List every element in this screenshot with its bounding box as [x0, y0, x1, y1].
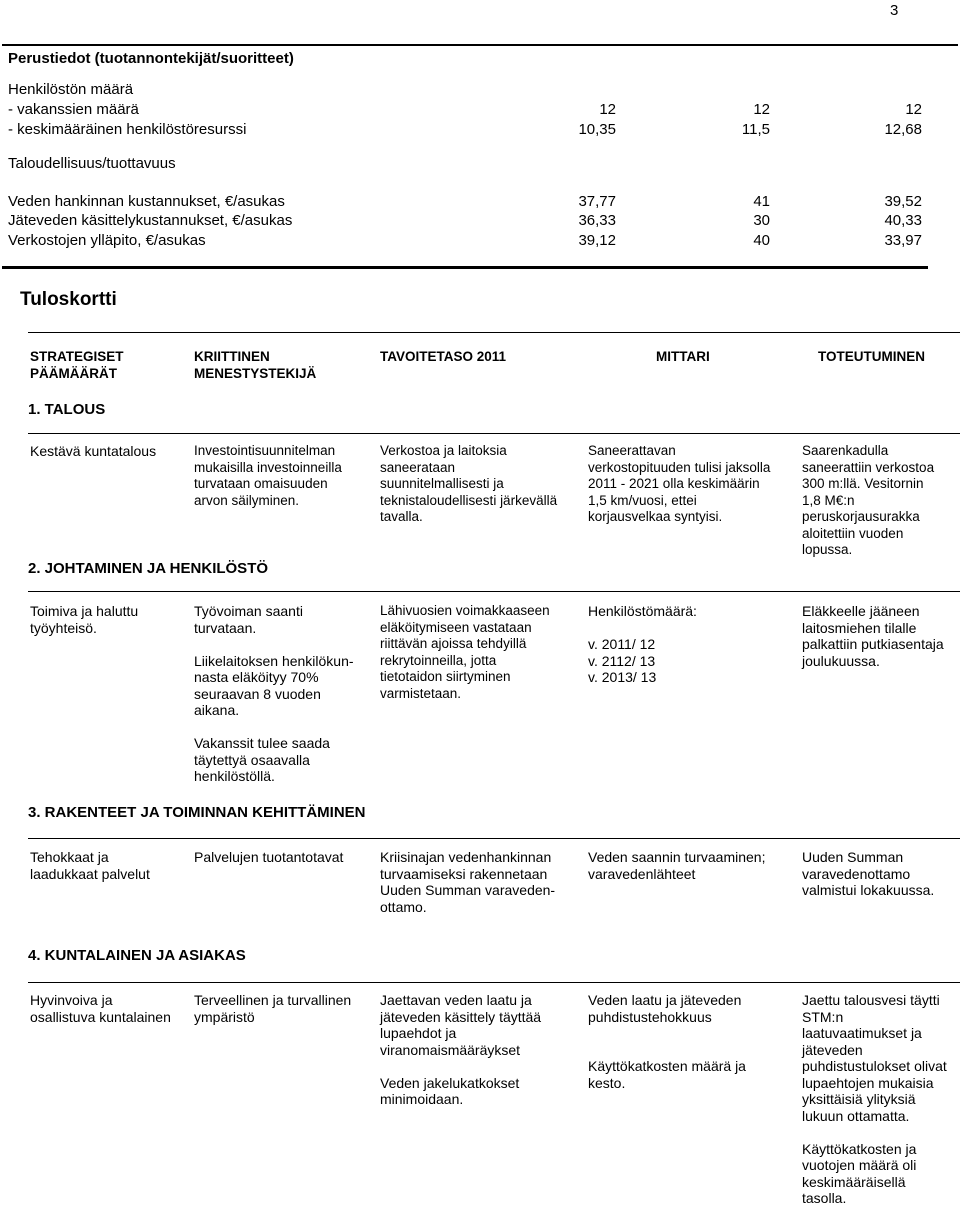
value-col3: 39,52: [884, 193, 922, 210]
staff-heading: Henkilöstön määrä: [8, 81, 134, 98]
cell-target-level: Jaettavan veden laatu ja jäteveden käsittely täyttää lupaehdot ja viranomaismääräykset Veden jakelukatkokset minimoidaan.: [380, 992, 542, 1107]
row-label: Jäteveden käsittelykustannukset, €/asukas: [8, 212, 293, 229]
value-col1: 39,12: [578, 232, 616, 249]
section-rule-4: [28, 982, 960, 983]
row-label: - vakanssien määrä: [8, 101, 139, 118]
row-label: Verkostojen ylläpito, €/asukas: [8, 232, 206, 249]
cell-critical-factor: Terveellinen ja turvallinen ympäristö: [194, 992, 352, 1025]
cell-strategic-goal: Kestävä kuntatalous: [30, 443, 157, 459]
header-realization: TOTEUTUMINEN: [818, 349, 925, 364]
row-label: - keskimääräinen henkilöstöresurssi: [8, 121, 247, 138]
cell-critical-factor: Investointisuunnitelman mukaisilla investoinneilla turvataan omaisuuden arvon säilyminen.: [194, 443, 342, 508]
page-number: 3: [890, 2, 899, 19]
value-col1: 37,77: [578, 193, 616, 210]
section-rule-2: [28, 591, 960, 592]
section-title-kuntalainen: 4. KUNTALAINEN JA ASIAKAS: [28, 947, 246, 964]
cell-critical-factor: Palvelujen tuotantotavat: [194, 849, 344, 865]
cell-critical-factor: Työvoiman saanti turvataan. Liikelaitoksen henkilökun- nasta eläköityy 70% seuraavan 8 vuoden aikana. Vakanssit tulee saada täytettyä osaavalla henkilöstöllä.: [194, 603, 354, 784]
value-col2: 40: [753, 232, 770, 249]
section-rule: [2, 266, 928, 269]
value-col3: 40,33: [884, 212, 922, 229]
cell-strategic-goal: Hyvinvoiva ja osallistuva kuntalainen: [30, 992, 171, 1025]
cell-target-level: Verkostoa ja laitoksia saneerataan suunnitelmallisesti ja teknistaloudellisesti järkevällä tavalla.: [380, 443, 558, 524]
cell-realization: Uuden Summan varavedenottamo valmistui lokakuussa.: [802, 849, 935, 898]
header-critical-factor: KRIITTINEN MENESTYSTEKIJÄ: [194, 349, 317, 381]
cell-target-level: Lähivuosien voimakkaaseen eläköitymiseen vastataan riittävän ajoissa tehdyillä rekrytoinneilla, jotta tietotaidon siirtyminen varmistetaan.: [380, 603, 550, 701]
economy-heading: Taloudellisuus/tuottavuus: [8, 155, 176, 172]
header-strategic-goals: STRATEGISET PÄÄMÄÄRÄT: [30, 349, 124, 381]
value-col3: 12: [905, 101, 922, 118]
cell-metric: Veden laatu ja jäteveden puhdistustehokkuus Käyttökatkosten määrä ja kesto.: [588, 992, 746, 1091]
value-col2: 12: [753, 101, 770, 118]
section-rule-3: [28, 838, 960, 839]
cell-realization: Jaettu talousvesi täytti STM:n laatuvaatimukset ja jäteveden puhdistustulokset olivat lupaehtojen mukaisia yksittäisiä ylityksiä lukuun ottamatta. Käyttökatkosten ja vuotojen määrä oli keskimääräisellä tasolla.: [802, 992, 947, 1206]
section-title-talous: 1. TALOUS: [28, 401, 106, 418]
value-col2: 41: [753, 193, 770, 210]
cell-strategic-goal: Toimiva ja haluttu työyhteisö.: [30, 603, 139, 636]
cell-strategic-goal: Tehokkaat ja laadukkaat palvelut: [30, 849, 150, 882]
value-col2: 11,5: [741, 121, 770, 138]
basic-info-title: Perustiedot (tuotannontekijät/suoritteet): [8, 50, 294, 67]
header-target-level: TAVOITETASO 2011: [380, 349, 507, 364]
value-col1: 10,35: [578, 121, 616, 138]
scorecard-title: Tuloskortti: [20, 289, 117, 310]
cell-metric: Veden saannin turvaaminen; varavedenlähteet: [588, 849, 766, 882]
header-top-rule: [28, 332, 960, 333]
cell-realization: Saarenkadulla saneerattiin verkostoa 300 m:llä. Vesitornin 1,8 M€:n peruskorjausurakka aloitettiin vuoden lopussa.: [802, 443, 935, 557]
cell-metric: Saneerattavan verkostopituuden tulisi jaksolla 2011 - 2021 olla keskimäärin 1,5 km/vuosi, ettei korjausvelkaa syntyisi.: [588, 443, 771, 524]
value-col1: 12: [599, 101, 616, 118]
header-metric: MITTARI: [656, 349, 710, 364]
value-col2: 30: [753, 212, 770, 229]
cell-realization: Eläkkeelle jääneen laitosmiehen tilalle palkattiin putkiasentaja joulukuussa.: [802, 603, 944, 669]
value-col3: 12,68: [884, 121, 922, 138]
section-rule-1: [28, 433, 960, 434]
value-col1: 36,33: [578, 212, 616, 229]
section-title-johtaminen: 2. JOHTAMINEN JA HENKILÖSTÖ: [28, 560, 269, 577]
cell-metric: Henkilöstömäärä: v. 2011/ 12 v. 2112/ 13 v. 2013/ 13: [588, 603, 697, 685]
row-label: Veden hankinnan kustannukset, €/asukas: [8, 193, 285, 210]
value-col3: 33,97: [884, 232, 922, 249]
section-title-rakenteet: 3. RAKENTEET JA TOIMINNAN KEHITTÄMINEN: [28, 804, 366, 821]
top-rule: [2, 44, 958, 46]
cell-target-level: Kriisinajan vedenhankinnan turvaamiseksi rakennetaan Uuden Summan varaveden- ottamo.: [380, 849, 556, 915]
